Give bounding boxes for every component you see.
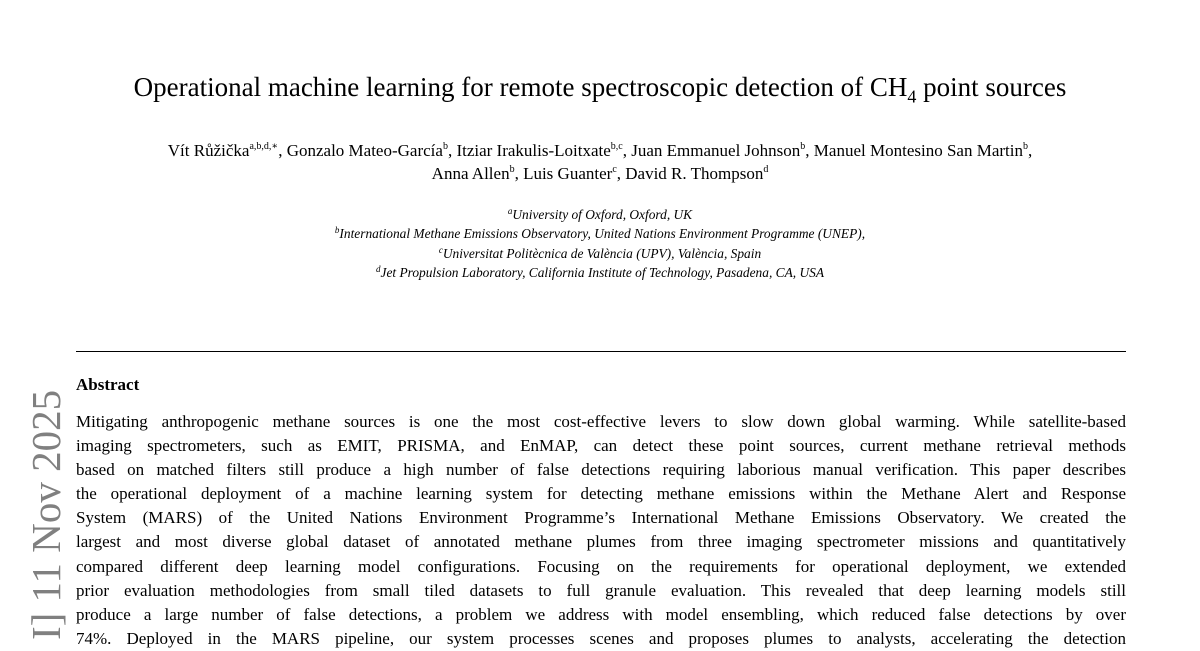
- abstract-line: largest and most diverse global dataset of annotated methane plumes from three imaging spectrometer missions and quantitatively: [76, 532, 1126, 552]
- author-separator: ,: [278, 141, 287, 160]
- title-subscript: 4: [907, 86, 917, 107]
- author: [456, 141, 631, 160]
- author: [625, 164, 768, 183]
- abstract-line: System (MARS) of the United Nations Environment Programme’s International Methane Emissions Observatory. We created the: [76, 508, 1126, 528]
- affiliation-text: Jet Propulsion Laboratory, California Institute of Technology, Pasadena, CA, USA: [380, 264, 824, 280]
- affiliation-text: University of Oxford, Oxford, UK: [512, 207, 693, 222]
- author-separator: ,: [805, 141, 814, 160]
- author-name: Manuel Montesino San Martin: [813, 141, 1023, 160]
- author: [814, 141, 1032, 160]
- abstract-line: 74%. Deployed in the MARS pipeline, our system processes scenes and proposes plumes to analysts, accelerating the detection: [76, 628, 1126, 648]
- affiliation-mark: c: [438, 244, 443, 255]
- abstract-line: the operational deployment of a machine learning system for detecting methane emissions within the Methane Alert and Response: [76, 484, 1126, 504]
- author-list: [60, 139, 1140, 185]
- affiliation-text: International Methane Emissions Observatory, United Nations Environment Programme (UNEP),: [339, 226, 866, 242]
- abstract-line: based on matched filters still produce a high number of false detections requiring laborious manual verification. This paper describes: [76, 460, 1126, 480]
- author: [168, 141, 287, 160]
- affiliation-list: [60, 205, 1140, 282]
- author-name: Luis Guanter: [523, 164, 613, 183]
- author-affiliation-marks: b: [1022, 141, 1028, 152]
- abstract-line: prior evaluation methodologies from small tiled datasets to full granule evaluation. This revealed that deep learning models still: [76, 580, 1126, 600]
- abstract-heading: Abstract: [76, 375, 140, 394]
- title-tail: point sources: [916, 72, 1067, 102]
- horizontal-rule: [76, 351, 1126, 352]
- author-name: Juan Emmanuel Johnson: [631, 141, 801, 160]
- author-separator: ,: [447, 141, 457, 160]
- arxiv-date-stamp: I] 11 Nov 2025: [23, 389, 69, 640]
- author-affiliation-marks: b: [442, 141, 448, 152]
- author-name: Anna Allen: [431, 164, 510, 183]
- author-affiliation-marks: c: [612, 164, 617, 175]
- author-name: Itziar Irakulis-Loitxate: [456, 141, 611, 160]
- author-separator: ,: [1027, 141, 1033, 160]
- author-name: Gonzalo Mateo-García: [286, 141, 443, 160]
- author-separator: ,: [514, 164, 524, 183]
- author-name: Vít Růžička: [167, 141, 250, 160]
- author-separator: ,: [616, 164, 626, 183]
- author: [631, 141, 814, 160]
- author-affiliation-marks: b: [509, 164, 515, 175]
- affiliation-text: Universitat Politècnica de València (UPV), València, Spain: [442, 245, 762, 261]
- author-affiliation-marks: b,c: [610, 141, 623, 152]
- affiliation: [60, 205, 1140, 224]
- paper-title: [0, 70, 1200, 113]
- affiliation: [60, 263, 1140, 282]
- author-name: David R. Thompson: [625, 164, 764, 183]
- abstract-line: produce a large number of false detections, a problem we address with model ensembling, which reduced false detections by over: [76, 604, 1126, 624]
- author-separator: ,: [622, 141, 632, 160]
- author: [287, 141, 457, 160]
- abstract-line: imaging spectrometers, such as EMIT, PRISMA, and EnMAP, can detect these point sources, current methane retrieval methods: [76, 436, 1126, 456]
- author-affiliation-marks: a,b,d,∗: [249, 141, 279, 152]
- author: [523, 164, 625, 183]
- abstract-line: compared different deep learning model configurations. Focusing on the requirements for operational deployment, we extended: [76, 556, 1126, 576]
- author-affiliation-marks: d: [763, 164, 769, 175]
- affiliation-mark: d: [376, 263, 381, 274]
- affiliation: [60, 244, 1140, 263]
- abstract-body: [76, 410, 1126, 651]
- abstract-line: Mitigating anthropogenic methane sources is one the most cost-effective levers to slow down global warming. While satellite-based: [76, 412, 1126, 431]
- affiliation-mark: b: [334, 225, 340, 236]
- author-affiliation-marks: b: [800, 141, 806, 152]
- author: [432, 164, 523, 183]
- affiliation: [60, 224, 1140, 243]
- title-main: Operational machine learning for remote spectroscopic detection of CH: [133, 72, 908, 102]
- affiliation-mark: a: [507, 206, 513, 216]
